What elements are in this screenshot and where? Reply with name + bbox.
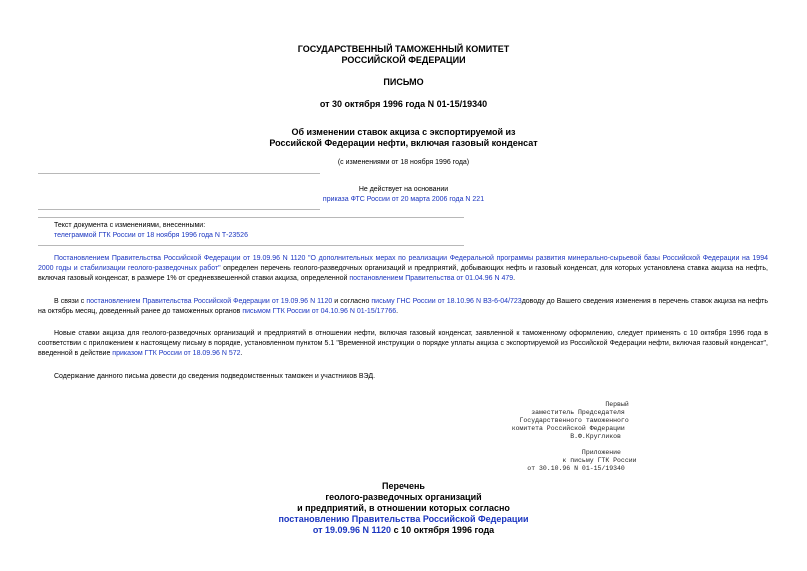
decree-1120-date-link[interactable]: от 19.09.96 N 1120 [312,525,392,535]
divider [38,245,464,246]
divider [38,209,320,210]
list-title-line5 [0,525,807,536]
divider [38,217,464,218]
paragraph-1-text: определен перечень геолого-разведочных организаций и предприятий, добывающих нефть и газовый конденсат, для которых установлена ставка акциза на нефть, включая газовый конденсат, в размере 1% от средневзвешенной ставки акциза, определенной [38,265,768,282]
document-type: ПИСЬМО [383,77,424,87]
paragraph-3-end: . [240,350,243,357]
paragraph-2 [38,297,768,317]
paragraph-1 [38,254,768,284]
decree-1120-link[interactable]: Постановлением Правительства Российской Федерации от 19.09.96 N 1120 "О дополнительных мерах по реализации Федеральной программы развития минерально-сырьевой базы Российской Федерации на 1994 2000 годы и стабилизации геолого-разведочных работ" [38,255,768,272]
appendix-reference: Приложение к письму ГТК России от 30.10.96 N 01-15/19340 [527,449,637,472]
status-block [0,195,807,204]
gtk-letter-link[interactable]: письмом ГТК России от 04.10.96 N 01-15/17766 [242,308,397,315]
status-text: Не действует на основании [358,186,449,193]
paragraph-2-text-b: и согласно [332,298,372,305]
paragraph-3 [38,329,768,359]
paragraph-2-text-a: В связи с [54,298,87,305]
decree-1120-title-link[interactable]: постановлению Правительства Российской Федерации [278,514,529,524]
list-title-line4 [0,514,807,525]
paragraph-2-end: . [396,308,399,315]
amendments-note: (с изменениями от 18 ноября 1996 года) [337,159,470,166]
order-572-link[interactable]: приказом ГТК России от 18.09.96 N 572 [112,350,241,357]
divider [38,173,320,174]
signature-block: Первый заместитель Председателя Государственного таможенного комитета Российской Федерации В.Ф.Кругликов [511,401,629,440]
paragraph-1-end: . [513,275,516,282]
list-date-tail: с 10 октября 1996 года [391,525,495,535]
document-date-number: от 30 октября 1996 года N 01-15/19340 [319,99,488,109]
status-link[interactable]: приказа ФТС России от 20 марта 2006 года N 221 [322,196,485,203]
changes-note-link[interactable]: телеграммой ГТК России от 18 ноября 1996 года N Т-23526 [54,232,248,239]
list-title-line2: геолого-разведочных организаций [325,492,482,502]
paragraph-2-text-c: доводу до Вашего сведения изменения в перечень ставок акциза на нефть на октябрь месяц, доведенный ранее до таможенных органов [38,298,768,315]
org-name-line1: ГОСУДАРСТВЕННЫЙ ТАМОЖЕННЫЙ КОМИТЕТ [297,44,510,54]
paragraph-4: Содержание данного письма довести до сведения подведомственных таможен и участников ВЭД. [54,373,376,380]
list-title: Перечень [382,481,425,491]
document-title-line1: Об изменении ставок акциза с экспортируемой из [291,127,516,137]
decree-1120-link-2[interactable]: постановлением Правительства Российской Федерации от 19.09.96 N 1120 [86,298,333,305]
org-name-line2: РОССИЙСКОЙ ФЕДЕРАЦИИ [341,55,466,65]
paragraph-3-text: Новые ставки акциза для геолого-разведочных организаций и предприятий в отношении нефти, включая газовый конденсат, заявленной к таможенному оформлению, следует применять с 10 октября 1996 года в соответствии с приложением к настоящему письму в порядке, установленном пунктом 5.1 "Временной инструкции о порядке уплаты акциза с экспортируемой из Российской Федерации нефти, включая газовый конденсат", введенной в действие [38,330,768,357]
changes-note-block [54,231,248,240]
document-title-line2: Российской Федерации нефти, включая газовый конденсат [269,138,538,148]
decree-479-link[interactable]: постановлением Правительства от 01.04.96 N 479 [349,275,514,282]
gns-letter-link[interactable]: письму ГНС России от 18.10.96 N ВЗ-6-04/723 [371,298,522,305]
changes-note-text: Текст документа с изменениями, внесенными: [54,222,206,229]
list-title-line3: и предприятий, в отношении которых согласно [297,503,510,513]
